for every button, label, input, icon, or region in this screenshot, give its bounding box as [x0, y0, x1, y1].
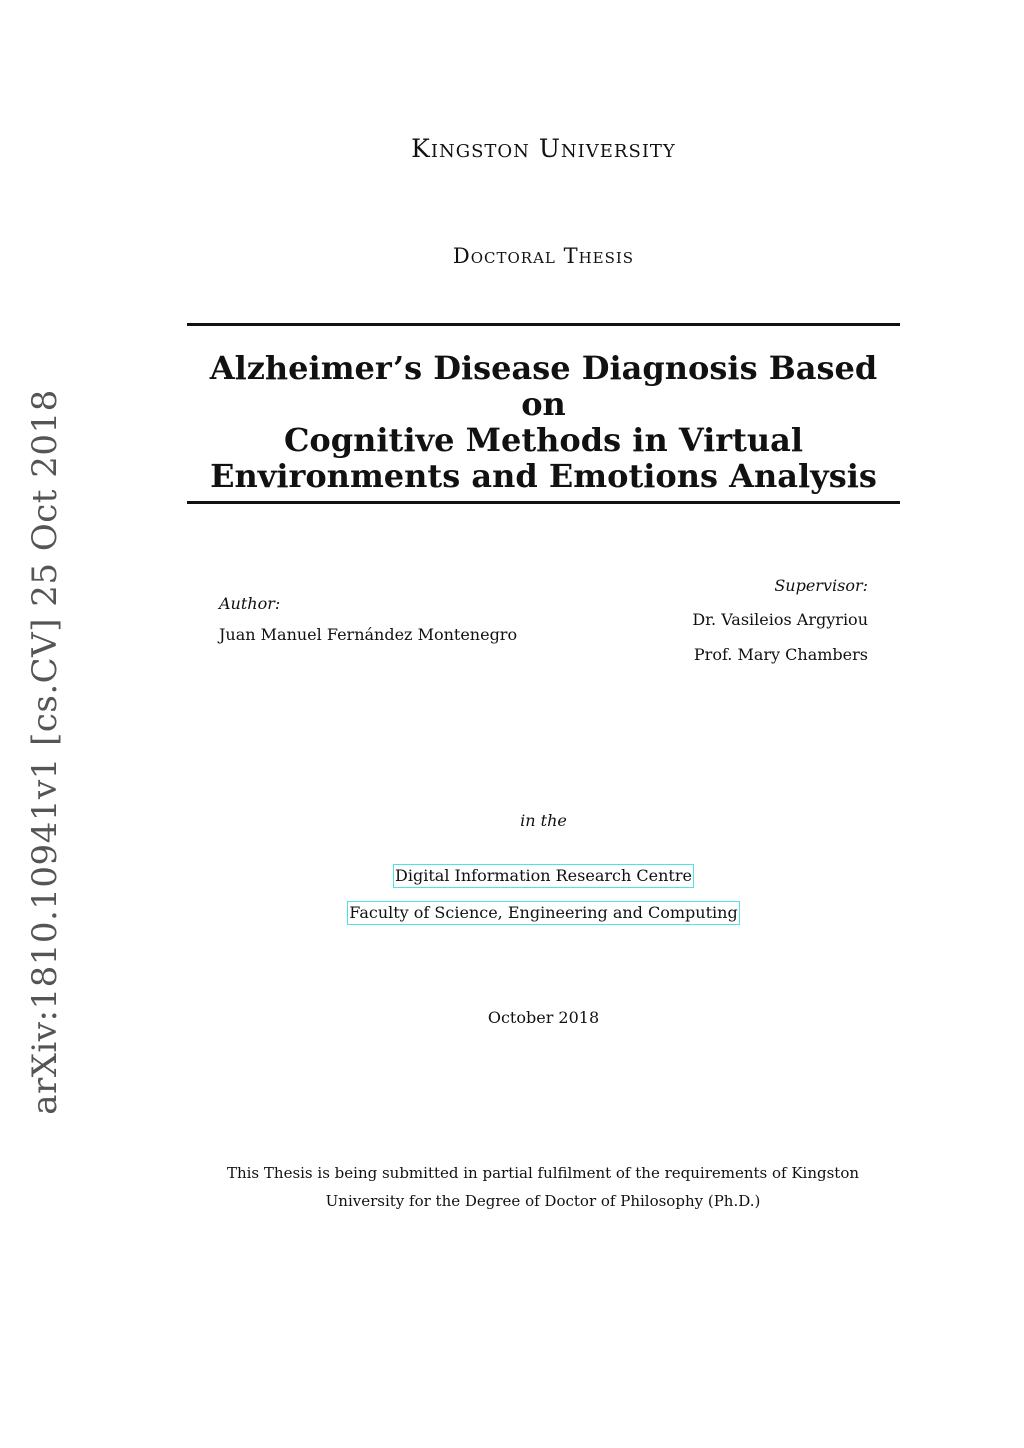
submission-date: October 2018: [487, 1008, 600, 1027]
statement-line: University for the Degree of Doctor of Philosophy (Ph.D.): [325, 1192, 761, 1210]
title-line: Cognitive Methods in Virtual: [283, 421, 804, 459]
supervisor-name: Dr. Vasileios Argyriou: [692, 610, 868, 629]
research-centre-link[interactable]: Digital Information Research Centre: [393, 864, 694, 888]
statement-line: This Thesis is being submitted in partial fulfilment of the requirements of Kingston: [226, 1164, 860, 1182]
title-rule-top: [187, 323, 900, 326]
faculty-link[interactable]: Faculty of Science, Engineering and Computing: [347, 901, 739, 925]
title-rule-bottom: [187, 501, 900, 504]
university-name: Kingston University: [411, 134, 676, 163]
arxiv-identifier-stamp: arXiv:1810.10941v1 [cs.CV] 25 Oct 2018: [25, 389, 65, 1115]
author-block: [219, 594, 517, 644]
title-line: Environments and Emotions Analysis: [210, 457, 877, 495]
affiliation-links: [187, 864, 900, 938]
supervisor-name: Prof. Mary Chambers: [693, 645, 868, 664]
author-name: Juan Manuel Fernández Montenegro: [219, 625, 518, 644]
supervisor-block: [692, 576, 868, 679]
thesis-type: Doctoral Thesis: [452, 244, 635, 268]
submission-statement: [200, 1159, 886, 1215]
thesis-title: [187, 350, 900, 494]
title-line: Alzheimer’s Disease Diagnosis Based on: [209, 349, 878, 423]
author-label: Author:: [219, 594, 281, 613]
in-the-label: in the: [520, 811, 567, 830]
supervisor-label: Supervisor:: [774, 576, 868, 595]
